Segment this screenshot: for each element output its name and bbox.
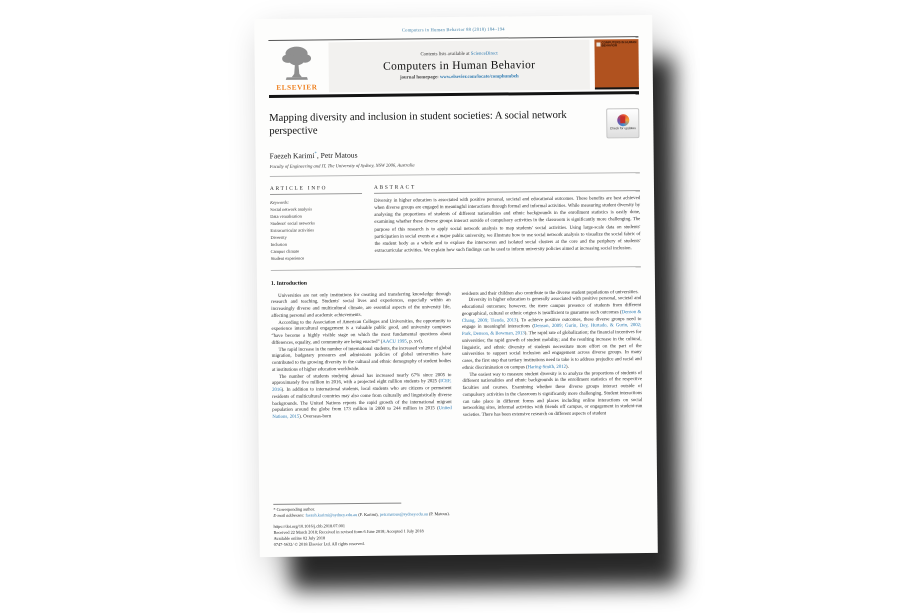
keywords-label: Keywords: <box>270 199 290 205</box>
elsevier-wordmark: ELSEVIER <box>276 83 318 92</box>
info-abstract-section <box>270 182 641 262</box>
keyword: Extracurricular activities <box>270 227 314 233</box>
inline-link[interactable]: petr.matous@sydney.edu.au <box>379 511 428 517</box>
abstract-column <box>374 182 641 261</box>
received-dates: Received 22 March 2018; Received in revised form 6 June 2018; Accepted 1 July 2018 <box>273 528 424 536</box>
paragraph <box>462 371 642 420</box>
inline-link[interactable]: Haring-Smith, 2012 <box>527 364 567 371</box>
affiliation: Faculty of Engineering and IT, The University of Sydney, NSW 2006, Australia <box>269 162 415 169</box>
journal-header-banner <box>268 36 639 93</box>
divider-rule <box>271 266 641 271</box>
divider-rule <box>270 172 640 177</box>
journal-cover-thumbnail[interactable] <box>594 39 639 89</box>
text-segment: (P. Matous). <box>427 511 450 517</box>
contents-line <box>420 52 497 58</box>
text-segment: (F. Karimi), <box>357 511 380 518</box>
paper-page <box>254 15 658 557</box>
copyright-line: 0747-5632/ © 2018 Elsevier Ltd. All rights reserved. <box>273 541 365 548</box>
corresponding-author-note: * Corresponding author. <box>273 506 316 512</box>
keywords-list <box>270 205 363 262</box>
homepage-label: journal homepage: <box>399 75 440 81</box>
page-footer <box>273 500 643 548</box>
keyword: Social network analysis <box>270 206 312 212</box>
heading-rule <box>374 190 640 193</box>
paragraph <box>462 297 642 373</box>
paragraph <box>271 292 451 321</box>
text-segment: According to the Association of American Colleges and Universities, the opportunity to experience intercultural engagement is a valuable public good, and university campuses “have become a highly visible stage on which the most fundamental questions about differences, equality, and community are being enacted” ( <box>271 318 452 346</box>
keyword: Student experience <box>270 255 305 261</box>
abstract-heading: ABSTRACT <box>373 184 417 191</box>
author-name: Faezeh Karimi <box>269 150 315 160</box>
check-updates-icon <box>617 114 629 126</box>
journal-banner-box <box>328 40 590 93</box>
running-head-citation: Computers in Human Behavior 88 (2018) 184–194 <box>401 26 505 33</box>
paragraph <box>272 373 452 422</box>
keyword: Campus climate <box>270 248 300 254</box>
heading-rule <box>270 193 362 195</box>
elsevier-logo[interactable] <box>268 42 329 93</box>
text-segment: E-mail addresses: <box>273 512 306 518</box>
elsevier-tree-icon <box>279 44 313 82</box>
right-column <box>462 290 643 420</box>
article-title: Mapping diversity and inclusion in student societies: A social network perspective <box>269 109 567 137</box>
journal-name: Computers in Human Behavior <box>383 59 536 73</box>
inline-link[interactable]: Denson, 2009; Gurin, Dey, Hurtado, & Gurin, 2002; Park, Denson, & Bowman, 2013 <box>461 323 642 338</box>
corresponding-author-mark[interactable]: * <box>314 149 317 155</box>
text-segment: Universities are not only institutions for creating and transferring knowledge through research and teaching. Students' social lives and experiences, especially within an increasingly diverse and multicultural climate, are essential aspects of the university life, affecting personal and academic achievements. <box>271 291 451 319</box>
text-segment: ). The rapid rate of globalization; the financial incentives for universities; the rapid growth of student mobility; and the resulting increase in the cultural, linguistic, and ethnic diversity of students necessitate more effort on the part of the universities to support social inclusion and engagement across diverse groups. In many cases, the first step that tertiary institutions need to take is to address prejudice and racial and ethnic discrimination on campus ( <box>462 330 642 371</box>
text-segment: The easiest way to measure student diversity is to analyze the proportions of students of different nationalities and ethnic backgrounds in the enrollment statistics of the respective faculties and courses. Examining whether these diverse groups interact outside of compulsory activities in the classroom is significantly more challenging. Student interactions can take place in different forms and places including online interactions on social networking sites, informal activities with friends off campus, or engagement in student-run societies. There has been extensive research on different aspects of student <box>462 370 643 419</box>
paragraph <box>271 319 451 348</box>
left-column <box>271 292 452 422</box>
imprint-block <box>273 520 643 548</box>
author-name: , Petr Matous <box>316 150 358 160</box>
cover-logo-icon <box>596 42 600 46</box>
text-segment: Diversity in higher education is generally associated with positive personal, societal and educational outcomes; however, the mere campus presence of students from different geographical, cultural or ethnic origins is insufficient to guarantee such outcomes ( <box>461 296 642 317</box>
homepage-line <box>400 74 519 80</box>
sciencedirect-link[interactable]: ScienceDirect <box>470 51 498 57</box>
body-columns <box>271 290 642 422</box>
text-segment: The number of students studying abroad has increased nearly 67% since 2005 to approximately five million in 2016, with a projected eight million students by 2025 ( <box>271 372 452 387</box>
inline-link[interactable]: ICEF, 2016 <box>272 379 452 394</box>
text-segment: ). To achieve positive outcomes, these diverse groups need to engage in meaningful interactions ( <box>461 316 642 331</box>
cover-header-band <box>596 41 636 48</box>
keyword: Data visualisation <box>270 213 302 219</box>
introduction-heading: 1. Introduction <box>270 280 307 287</box>
inline-link[interactable]: Denson & Chang, 2009; Tienda, 2013 <box>461 310 642 324</box>
footnote-rule <box>273 503 401 505</box>
check-updates-label: Check for updates <box>609 126 636 131</box>
inline-link[interactable]: AACU 1995 <box>382 339 407 345</box>
inline-link[interactable]: United Nations, 2015 <box>272 406 452 421</box>
paragraph <box>272 346 452 375</box>
keyword: Diversity <box>270 234 287 240</box>
text-segment: ). Overseas-born <box>299 414 332 420</box>
abstract-text: Diversity in higher education is associated with positive personal, societal and educational outcomes. These benefits are best achieved when diverse groups are engaged in meaningful interactions through formal and informal activities. While measuring student diversity by analysing the proportions of students of different nationalities and ethnic backgrounds in the enrollment statistics is easily done, examining whether these diverse groups interact outside of compulsory activities in the classroom is significantly more challenging. The purpose of this research is to apply social network analysis to map students' social activities. Using large-scale data on students' participation in social events at a major public university, we illustrate how to use social network analysis to visualize the social fabric of the student body as a whole and to explore the interwoven and isolated social clusters at the core and the periphery of students' extracurricular activities. We explain how such findings can be used to inform university policies aimed at increasing social inclusion. <box>374 195 641 254</box>
article-info-column <box>270 185 375 262</box>
text-segment: , p. xvi). <box>406 339 423 345</box>
keyword: Inclusion <box>270 241 287 247</box>
inline-link[interactable]: faezeh.karimi@sydney.edu.au <box>305 512 358 518</box>
text-segment: ). <box>565 364 569 370</box>
check-updates-badge[interactable] <box>606 108 639 138</box>
text-segment: ). In addition to international students, local students who are citizens or permanent residents of multicultural countries may also come from culturally and linguistically diverse backgrounds. The United Nations reports the rapid growth of the international migrant population around the globe from 173 million in 2000 to 244 million in 2015 ( <box>272 386 452 414</box>
author-line <box>270 147 640 160</box>
text-segment: The rapid increase in the number of international students, the increased volume of global migration, budgetary pressures and admissions policies of global universities have contributed to the growing diversity in the cultural and ethnic demography of student bodies at institutions of higher education worldwide. <box>271 345 452 373</box>
available-online: Available online 02 July 2018 <box>273 535 326 542</box>
contents-text: Contents lists available at <box>420 51 471 58</box>
cover-title: COMPUTERS IN HUMAN BEHAVIOR <box>601 40 637 48</box>
text-segment: residents and their children also contribute to the diverse student populations of universities. <box>461 289 639 297</box>
article-info-heading: ARTICLE INFO <box>269 185 328 192</box>
journal-homepage-link[interactable]: www.elsevier.com/locate/comphumbeh <box>439 74 519 81</box>
title-row <box>269 108 639 142</box>
keyword: Students' social networks <box>270 220 315 226</box>
doi-link[interactable]: https://doi.org/10.1016/j.chb.2018.07.001 <box>273 523 346 529</box>
